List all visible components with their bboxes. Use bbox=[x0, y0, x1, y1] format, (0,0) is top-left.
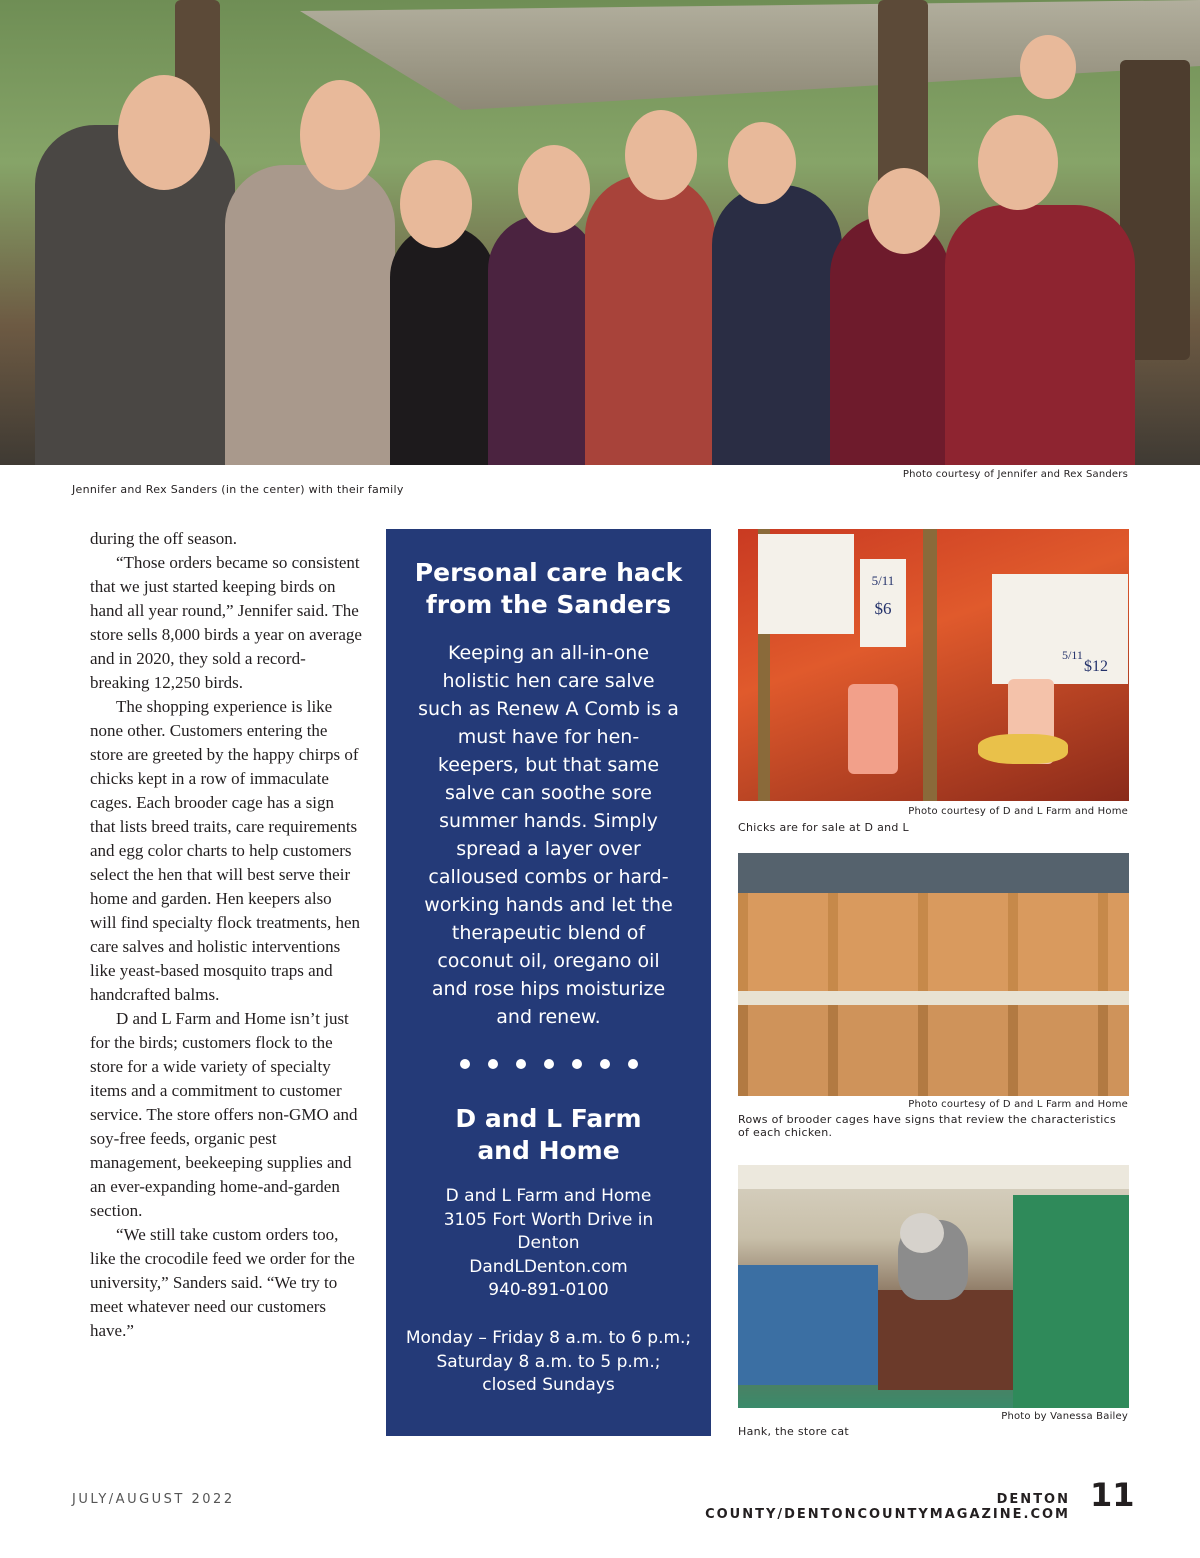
cage-row bbox=[738, 893, 1129, 993]
store-title: D and L Farm and Home bbox=[455, 1104, 642, 1165]
photo-caption: Hank, the store cat bbox=[738, 1425, 850, 1438]
breed-sign bbox=[758, 534, 854, 634]
dot bbox=[516, 1059, 526, 1069]
cat-head bbox=[900, 1213, 944, 1253]
store-phone: 940-891-0100 bbox=[488, 1280, 609, 1300]
store-address bbox=[406, 1185, 691, 1303]
person-head bbox=[118, 75, 210, 190]
person-head bbox=[400, 160, 472, 248]
store-city: Denton bbox=[517, 1233, 580, 1253]
sidebar-title: Personal care hack from the Sanders bbox=[414, 558, 683, 619]
store-hours bbox=[396, 1327, 701, 1398]
hours-line: Saturday 8 a.m. to 5 p.m.; bbox=[436, 1351, 661, 1372]
dot bbox=[572, 1059, 582, 1069]
child-head bbox=[1020, 35, 1076, 99]
publication-name: DENTON COUNTY/DENTONCOUNTYMAGAZINE.COM bbox=[705, 1492, 1070, 1522]
chicks bbox=[978, 734, 1068, 764]
store-website: DandLDenton.com bbox=[469, 1256, 628, 1277]
person bbox=[585, 175, 715, 465]
photo-credit: Photo courtesy of Jennifer and Rex Sanders bbox=[902, 469, 1128, 480]
person-head bbox=[625, 110, 697, 200]
article-paragraph: D and L Farm and Home isn’t just for the birds; customers flock to the store for a wide variety of specialty items and a commitment to customer service. The store offers non-GMO and soy-free feeds, organic pest management, beekeeping supplies and an ever-expanding home-and-garden section. bbox=[90, 1009, 358, 1220]
feed-bags bbox=[878, 1290, 1013, 1390]
sign-strip bbox=[738, 991, 1129, 1005]
sign-date: 5/11 bbox=[1062, 648, 1083, 662]
sidebar-box bbox=[386, 529, 711, 1436]
dot bbox=[600, 1059, 610, 1069]
sign-price: $6 bbox=[874, 599, 892, 618]
article-paragraph: “Those orders became so consistent that we just started keeping birds on hand all year round,” Jennifer said. The store sells 8,000 birds a year on average and in 2020, they sold a record-breaking 12,250 birds. bbox=[90, 553, 362, 692]
cage-row bbox=[738, 1005, 1129, 1096]
article-paragraph: The shopping experience is like none other. Customers entering the store are greeted by the happy chirps of chicks kept in a row of immaculate cages. Each brooder cage has a sign that lists breed traits, care requirements and egg color charts to help customers select the hen that will best serve their home and garden. Hen keepers also will find specialty flock treatments, hen care salves and holistic interventions like yeast-based mosquito traps and handcrafted balms. bbox=[90, 697, 361, 1004]
shelf bbox=[738, 1165, 1129, 1189]
sign-price: $12 bbox=[1084, 658, 1108, 675]
store-street: 3105 Fort Worth Drive in bbox=[443, 1209, 654, 1230]
feed-bags bbox=[1013, 1195, 1129, 1408]
shelf-top bbox=[738, 853, 1129, 893]
family-photo bbox=[0, 0, 1200, 465]
photo-credit: Photo courtesy of D and L Farm and Home bbox=[908, 806, 1128, 817]
person bbox=[945, 205, 1135, 465]
dot bbox=[460, 1059, 470, 1069]
person bbox=[830, 215, 950, 465]
store-cat-photo bbox=[738, 1165, 1129, 1408]
feed-bags bbox=[738, 1265, 878, 1385]
store-name: D and L Farm and Home bbox=[445, 1186, 652, 1206]
photo-credit: Photo by Vanessa Bailey bbox=[1001, 1411, 1128, 1422]
dot bbox=[628, 1059, 638, 1069]
feeder bbox=[848, 684, 898, 774]
person-head bbox=[868, 168, 940, 254]
photo-credit: Photo courtesy of D and L Farm and Home bbox=[908, 1099, 1128, 1110]
price-sign bbox=[860, 559, 906, 647]
photo-caption: Rows of brooder cages have signs that review the characteristics of each chicken. bbox=[738, 1113, 1116, 1139]
sign-date: 5/11 bbox=[871, 573, 895, 588]
person bbox=[225, 165, 395, 465]
photo-caption: Jennifer and Rex Sanders (in the center) with their family bbox=[72, 483, 404, 496]
person-head bbox=[300, 80, 380, 190]
person bbox=[488, 215, 598, 465]
article-body bbox=[90, 527, 362, 1343]
dot-divider bbox=[386, 1059, 711, 1069]
hours-line: Monday – Friday 8 a.m. to 6 p.m.; bbox=[405, 1328, 692, 1348]
hours-line: closed Sundays bbox=[482, 1375, 615, 1395]
brooder-cages-photo bbox=[738, 853, 1129, 1096]
page-number: 11 bbox=[1090, 1476, 1135, 1514]
article-paragraph: “We still take custom orders too, like the crocodile feed we order for the university,” Sanders said. “We try to meet whatever need our customers have.” bbox=[90, 1225, 355, 1340]
person bbox=[390, 225, 495, 465]
dot bbox=[544, 1059, 554, 1069]
cage-post bbox=[923, 529, 937, 801]
dot bbox=[488, 1059, 498, 1069]
breed-sign bbox=[992, 574, 1128, 684]
sidebar-text: Keeping an all-in-one holistic hen care salve such as Renew A Comb is a must have for hen-keepers, but that same salve can soothe sore summer hands. Simply spread a layer over calloused combs or hard-working hands and let the therapeutic blend of coconut oil, oregano oil and rose hips moisturize and renew. bbox=[418, 642, 679, 1028]
chicks-photo bbox=[738, 529, 1129, 801]
article-paragraph: during the off season. bbox=[90, 529, 237, 548]
issue-date: JULY/AUGUST 2022 bbox=[72, 1492, 235, 1507]
person-head bbox=[518, 145, 590, 233]
person-head bbox=[728, 122, 796, 204]
person bbox=[712, 185, 842, 465]
photo-caption: Chicks are for sale at D and L bbox=[738, 821, 909, 834]
person-head bbox=[978, 115, 1058, 210]
